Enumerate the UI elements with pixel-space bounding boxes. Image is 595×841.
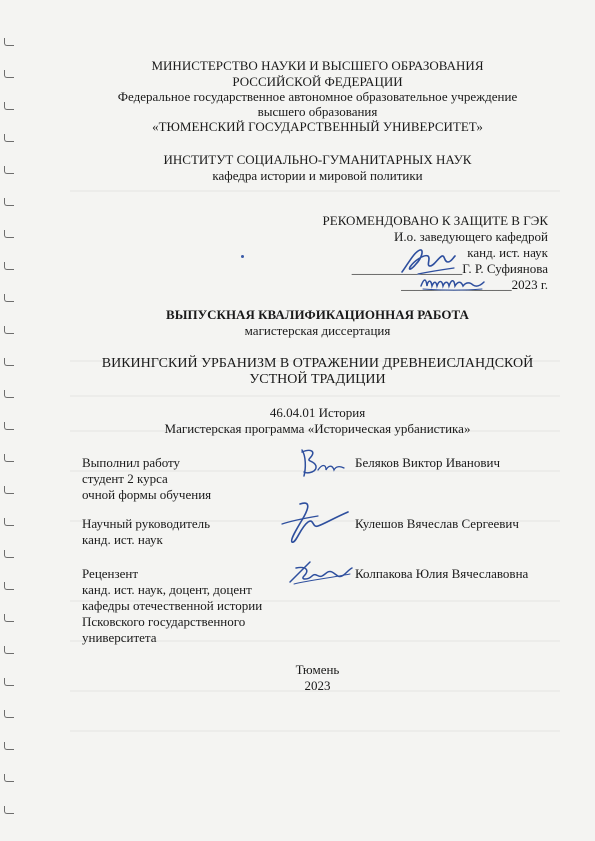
department-name: кафедра истории и мировой политики <box>212 168 423 183</box>
author-role-3: очной формы обучения <box>82 487 212 502</box>
work-subtype: магистерская диссертация <box>244 323 391 338</box>
approver-name-line: _________________Г. Р. Суфиянова <box>351 261 548 276</box>
institution-line-1: Федеральное государственное автономное образовательное учреждение <box>117 89 518 104</box>
supervisor-signature-icon <box>278 498 352 548</box>
approval-date-handwriting-icon <box>418 272 488 294</box>
year: 2023 <box>304 678 331 693</box>
author-name: Беляков Виктор Иванович <box>355 455 500 470</box>
reviewer-role-4: Псковского государственного <box>82 614 246 629</box>
master-program: Магистерская программа «Историческая урбанистика» <box>164 421 471 436</box>
ministry-line-2: РОССИЙСКОЙ ФЕДЕРАЦИИ <box>232 74 403 89</box>
supervisor-name: Кулешов Вячеслав Сергеевич <box>355 516 519 531</box>
reviewer-role-2: канд. ист. наук, доцент, доцент <box>82 582 252 597</box>
ink-dot <box>241 255 244 258</box>
author-signature-icon <box>296 446 348 480</box>
reviewer-name: Колпакова Юлия Вячеславовна <box>355 566 529 581</box>
approver-position: И.о. заведующего кафедрой <box>393 229 548 244</box>
author-role-2: студент 2 курса <box>82 471 168 486</box>
recommendation-line: РЕКОМЕНДОВАНО К ЗАЩИТЕ В ГЭК <box>322 213 548 228</box>
thesis-title-line-2: УСТНОЙ ТРАДИЦИИ <box>249 372 386 387</box>
reviewer-signature-icon <box>286 558 354 588</box>
specialty-code: 46.04.01 История <box>269 405 366 420</box>
reviewer-role-1: Рецензент <box>82 566 139 581</box>
supervisor-role-1: Научный руководитель <box>82 516 211 531</box>
approver-degree: канд. ист. наук <box>467 245 548 260</box>
supervisor-role-2: канд. ист. наук <box>82 532 163 547</box>
work-type: ВЫПУСКНАЯ КВАЛИФИКАЦИОННАЯ РАБОТА <box>166 307 469 322</box>
thesis-title-line-1: ВИКИНГСКИЙ УРБАНИЗМ В ОТРАЖЕНИИ ДРЕВНЕИСЛАНДСКОЙ <box>101 356 534 371</box>
institution-line-2: высшего образования <box>257 104 378 119</box>
university-name: «ТЮМЕНСКИЙ ГОСУДАРСТВЕННЫЙ УНИВЕРСИТЕТ» <box>152 119 483 134</box>
author-role-1: Выполнил работу <box>82 455 181 470</box>
reviewer-role-5: университета <box>82 630 157 645</box>
institute-name: ИНСТИТУТ СОЦИАЛЬНО-ГУМАНИТАРНЫХ НАУК <box>163 152 472 167</box>
city: Тюмень <box>295 662 340 677</box>
ministry-line-1: МИНИСТЕРСТВО НАУКИ И ВЫСШЕГО ОБРАЗОВАНИЯ <box>151 58 484 73</box>
binding-hooks <box>0 0 16 841</box>
reviewer-role-3: кафедры отечественной истории <box>82 598 263 613</box>
approval-date-line: _________________2023 г. <box>401 277 548 292</box>
